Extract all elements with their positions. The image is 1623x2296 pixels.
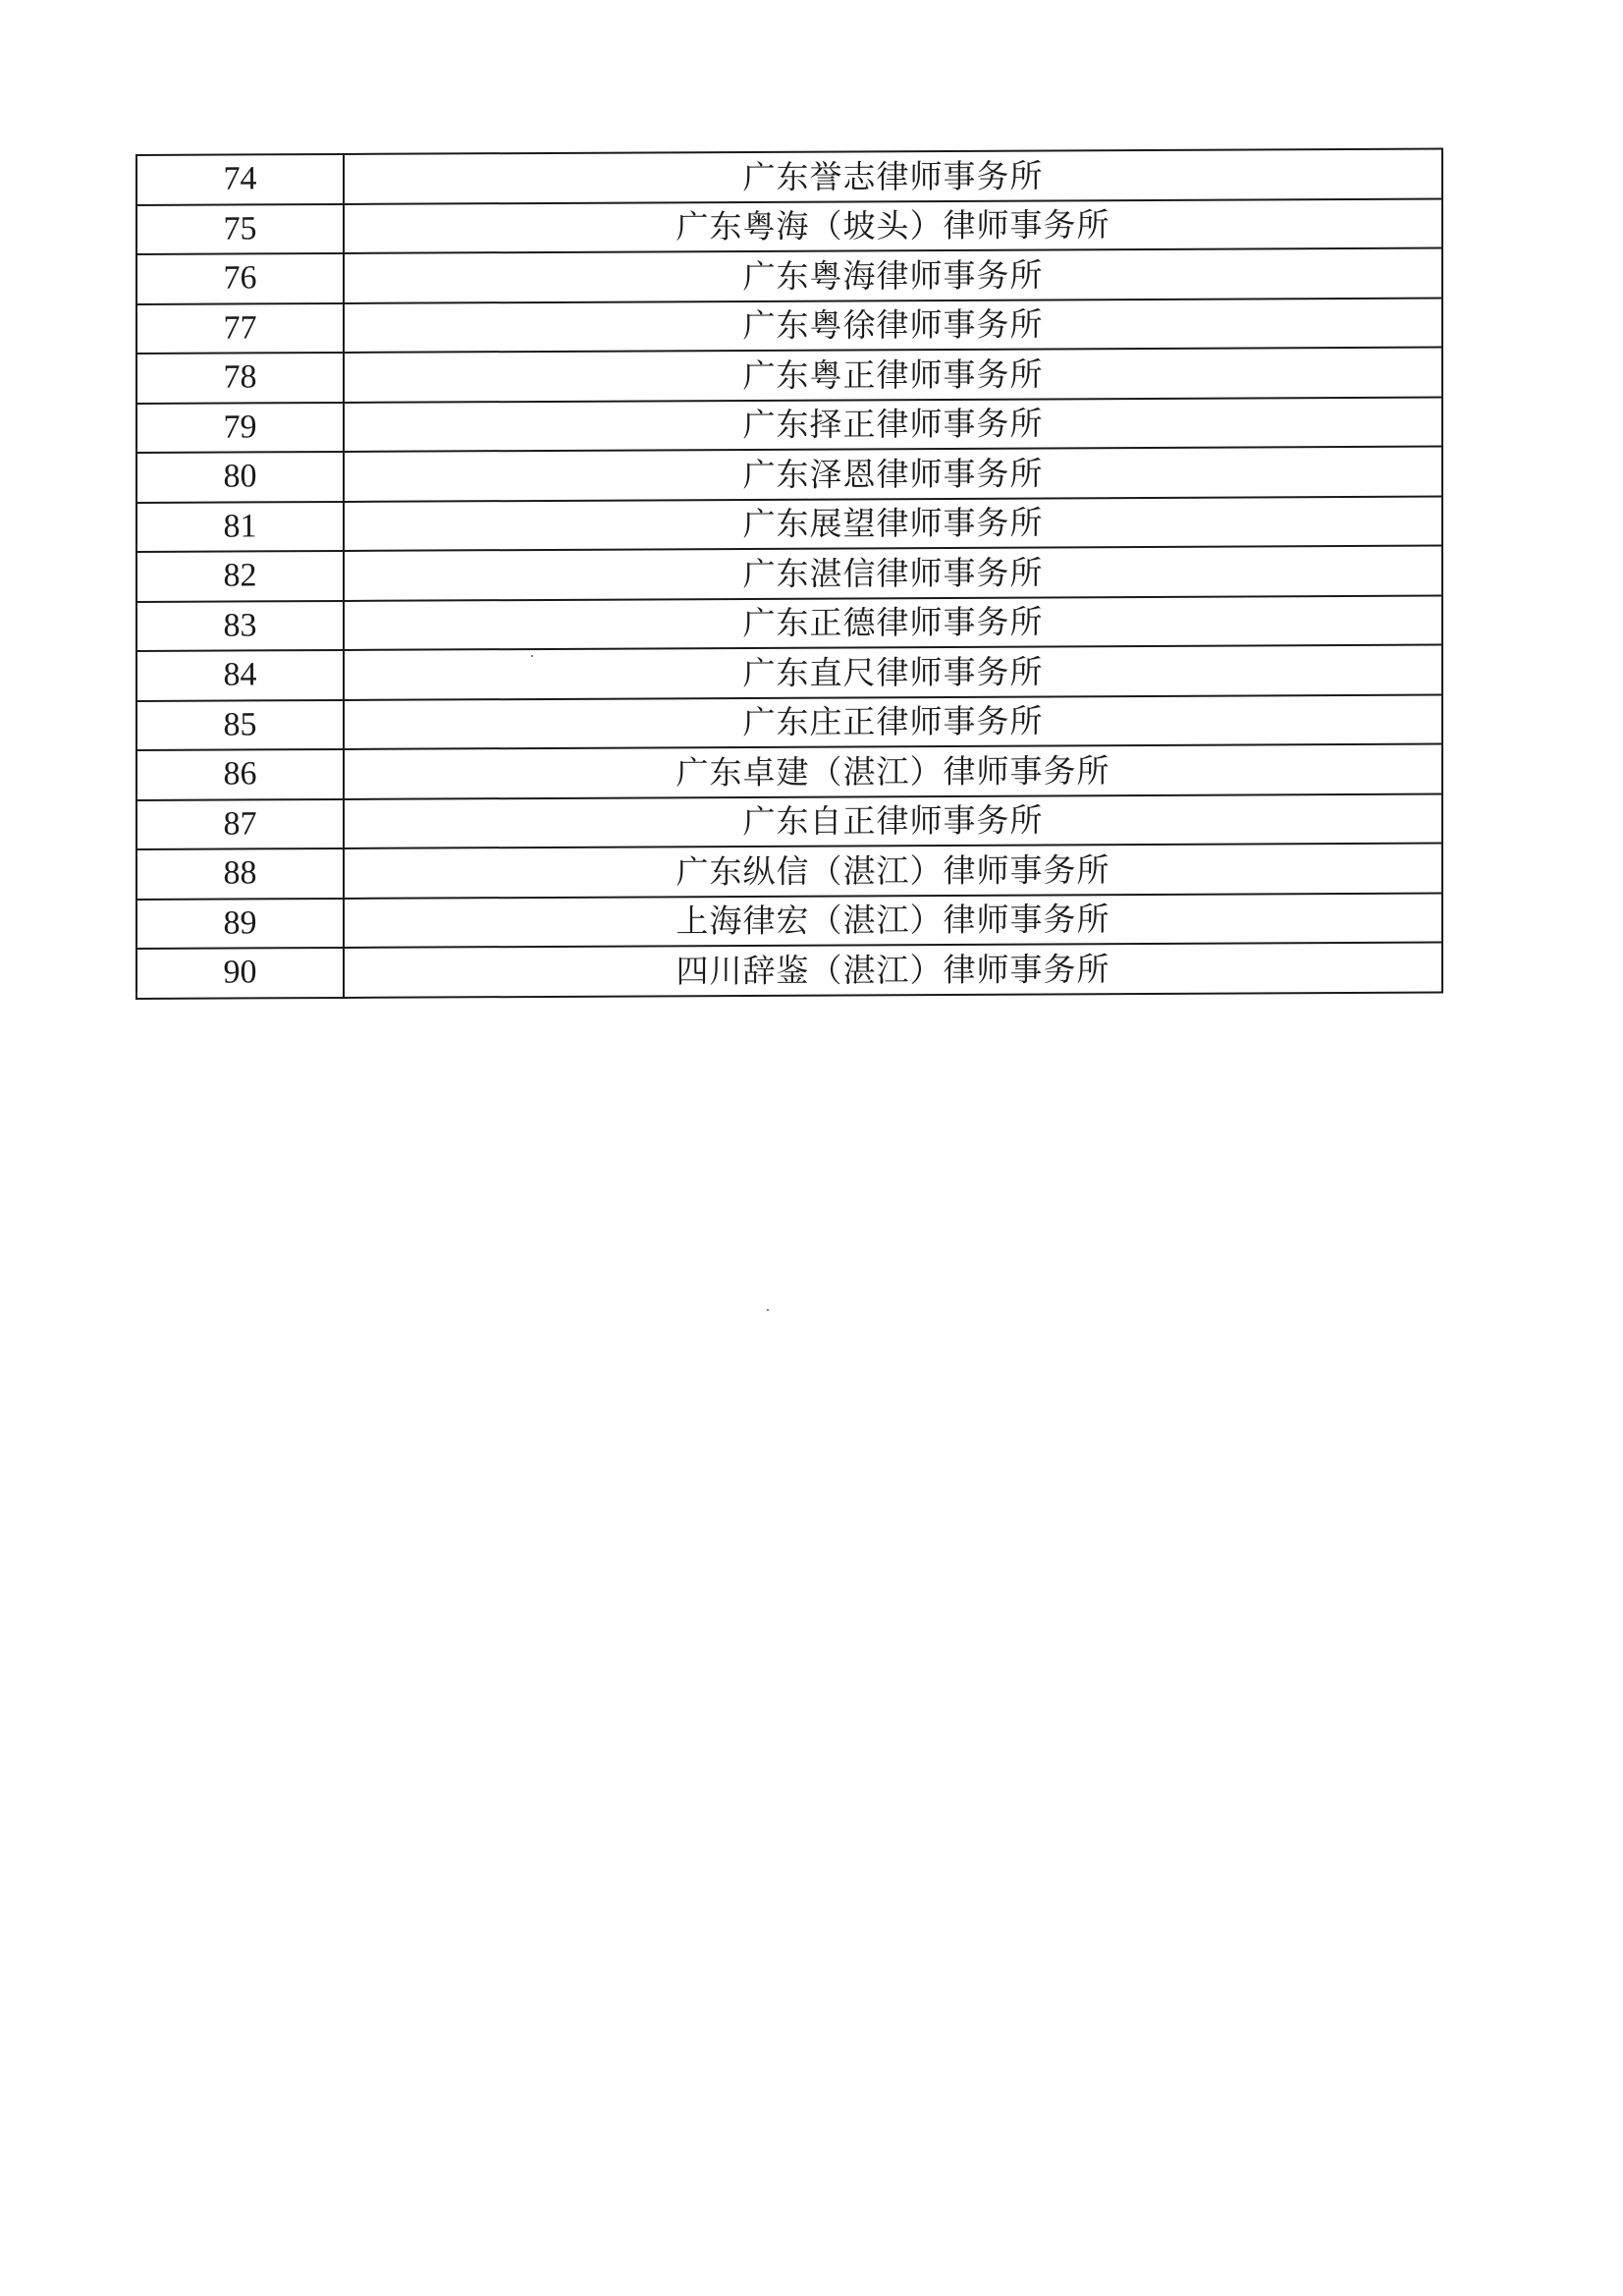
law-firm-name-cell: 广东粤正律师事务所 (344, 347, 1442, 402)
row-number-cell: 86 (136, 749, 344, 800)
table-row (136, 148, 1442, 204)
table-row (136, 247, 1442, 303)
table-row (136, 893, 1442, 949)
table-row (136, 198, 1442, 254)
law-firm-name-cell: 广东正德律师事务所 (344, 595, 1442, 650)
table-row (136, 298, 1442, 354)
table-row (136, 793, 1442, 849)
row-number-cell: 82 (136, 551, 344, 602)
law-firm-name-cell: 上海律宏（湛江）律师事务所 (344, 893, 1442, 948)
law-firm-name-cell: 广东泽恩律师事务所 (344, 446, 1442, 501)
row-number-cell: 81 (136, 501, 344, 552)
table-row (136, 446, 1442, 502)
row-number-cell: 76 (136, 253, 344, 304)
law-firm-name-cell: 广东择正律师事务所 (344, 397, 1442, 452)
table-row (136, 843, 1442, 899)
law-firm-name-cell: 广东粤海（坡头）律师事务所 (344, 198, 1442, 253)
row-number-cell: 83 (136, 600, 344, 651)
law-firm-name-cell: 四川辞鉴（湛江）律师事务所 (344, 942, 1442, 997)
law-firm-name-cell: 广东自正律师事务所 (344, 793, 1442, 848)
law-firm-name-cell: 广东直尺律师事务所 (344, 644, 1442, 699)
scan-speck (767, 1309, 769, 1311)
row-number-cell: 75 (136, 203, 344, 254)
table-row (136, 595, 1442, 651)
row-number-cell: 88 (136, 848, 344, 900)
row-number-cell: 85 (136, 699, 344, 750)
law-firm-name-cell: 广东卓建（湛江）律师事务所 (344, 743, 1442, 798)
row-number-cell: 84 (136, 650, 344, 701)
table-row (136, 397, 1442, 453)
row-number-cell: 89 (136, 898, 344, 949)
table-row (136, 694, 1442, 750)
table-row (136, 743, 1442, 799)
table-row (136, 545, 1442, 601)
law-firm-name-cell: 广东庄正律师事务所 (344, 694, 1442, 749)
row-number-cell: 77 (136, 302, 344, 354)
law-firm-name-cell: 广东湛信律师事务所 (344, 545, 1442, 600)
row-number-cell: 90 (136, 948, 344, 999)
law-firm-name-cell: 广东纵信（湛江）律师事务所 (344, 843, 1442, 898)
row-number-cell: 78 (136, 353, 344, 404)
law-firm-name-cell: 广东誉志律师事务所 (344, 148, 1442, 203)
row-number-cell: 80 (136, 452, 344, 503)
row-number-cell: 87 (136, 798, 344, 849)
law-firm-name-cell: 广东粤徐律师事务所 (344, 298, 1442, 353)
scan-speck (531, 655, 533, 657)
table-row (136, 347, 1442, 403)
law-firm-name-cell: 广东展望律师事务所 (344, 496, 1442, 551)
table-row (136, 942, 1442, 998)
row-number-cell: 74 (136, 154, 344, 205)
table-row (136, 644, 1442, 700)
table-row (136, 496, 1442, 552)
law-firm-name-cell: 广东粤海律师事务所 (344, 247, 1442, 302)
row-number-cell: 79 (136, 402, 344, 453)
law-firm-table-body (136, 148, 1442, 998)
law-firm-table (135, 147, 1443, 999)
